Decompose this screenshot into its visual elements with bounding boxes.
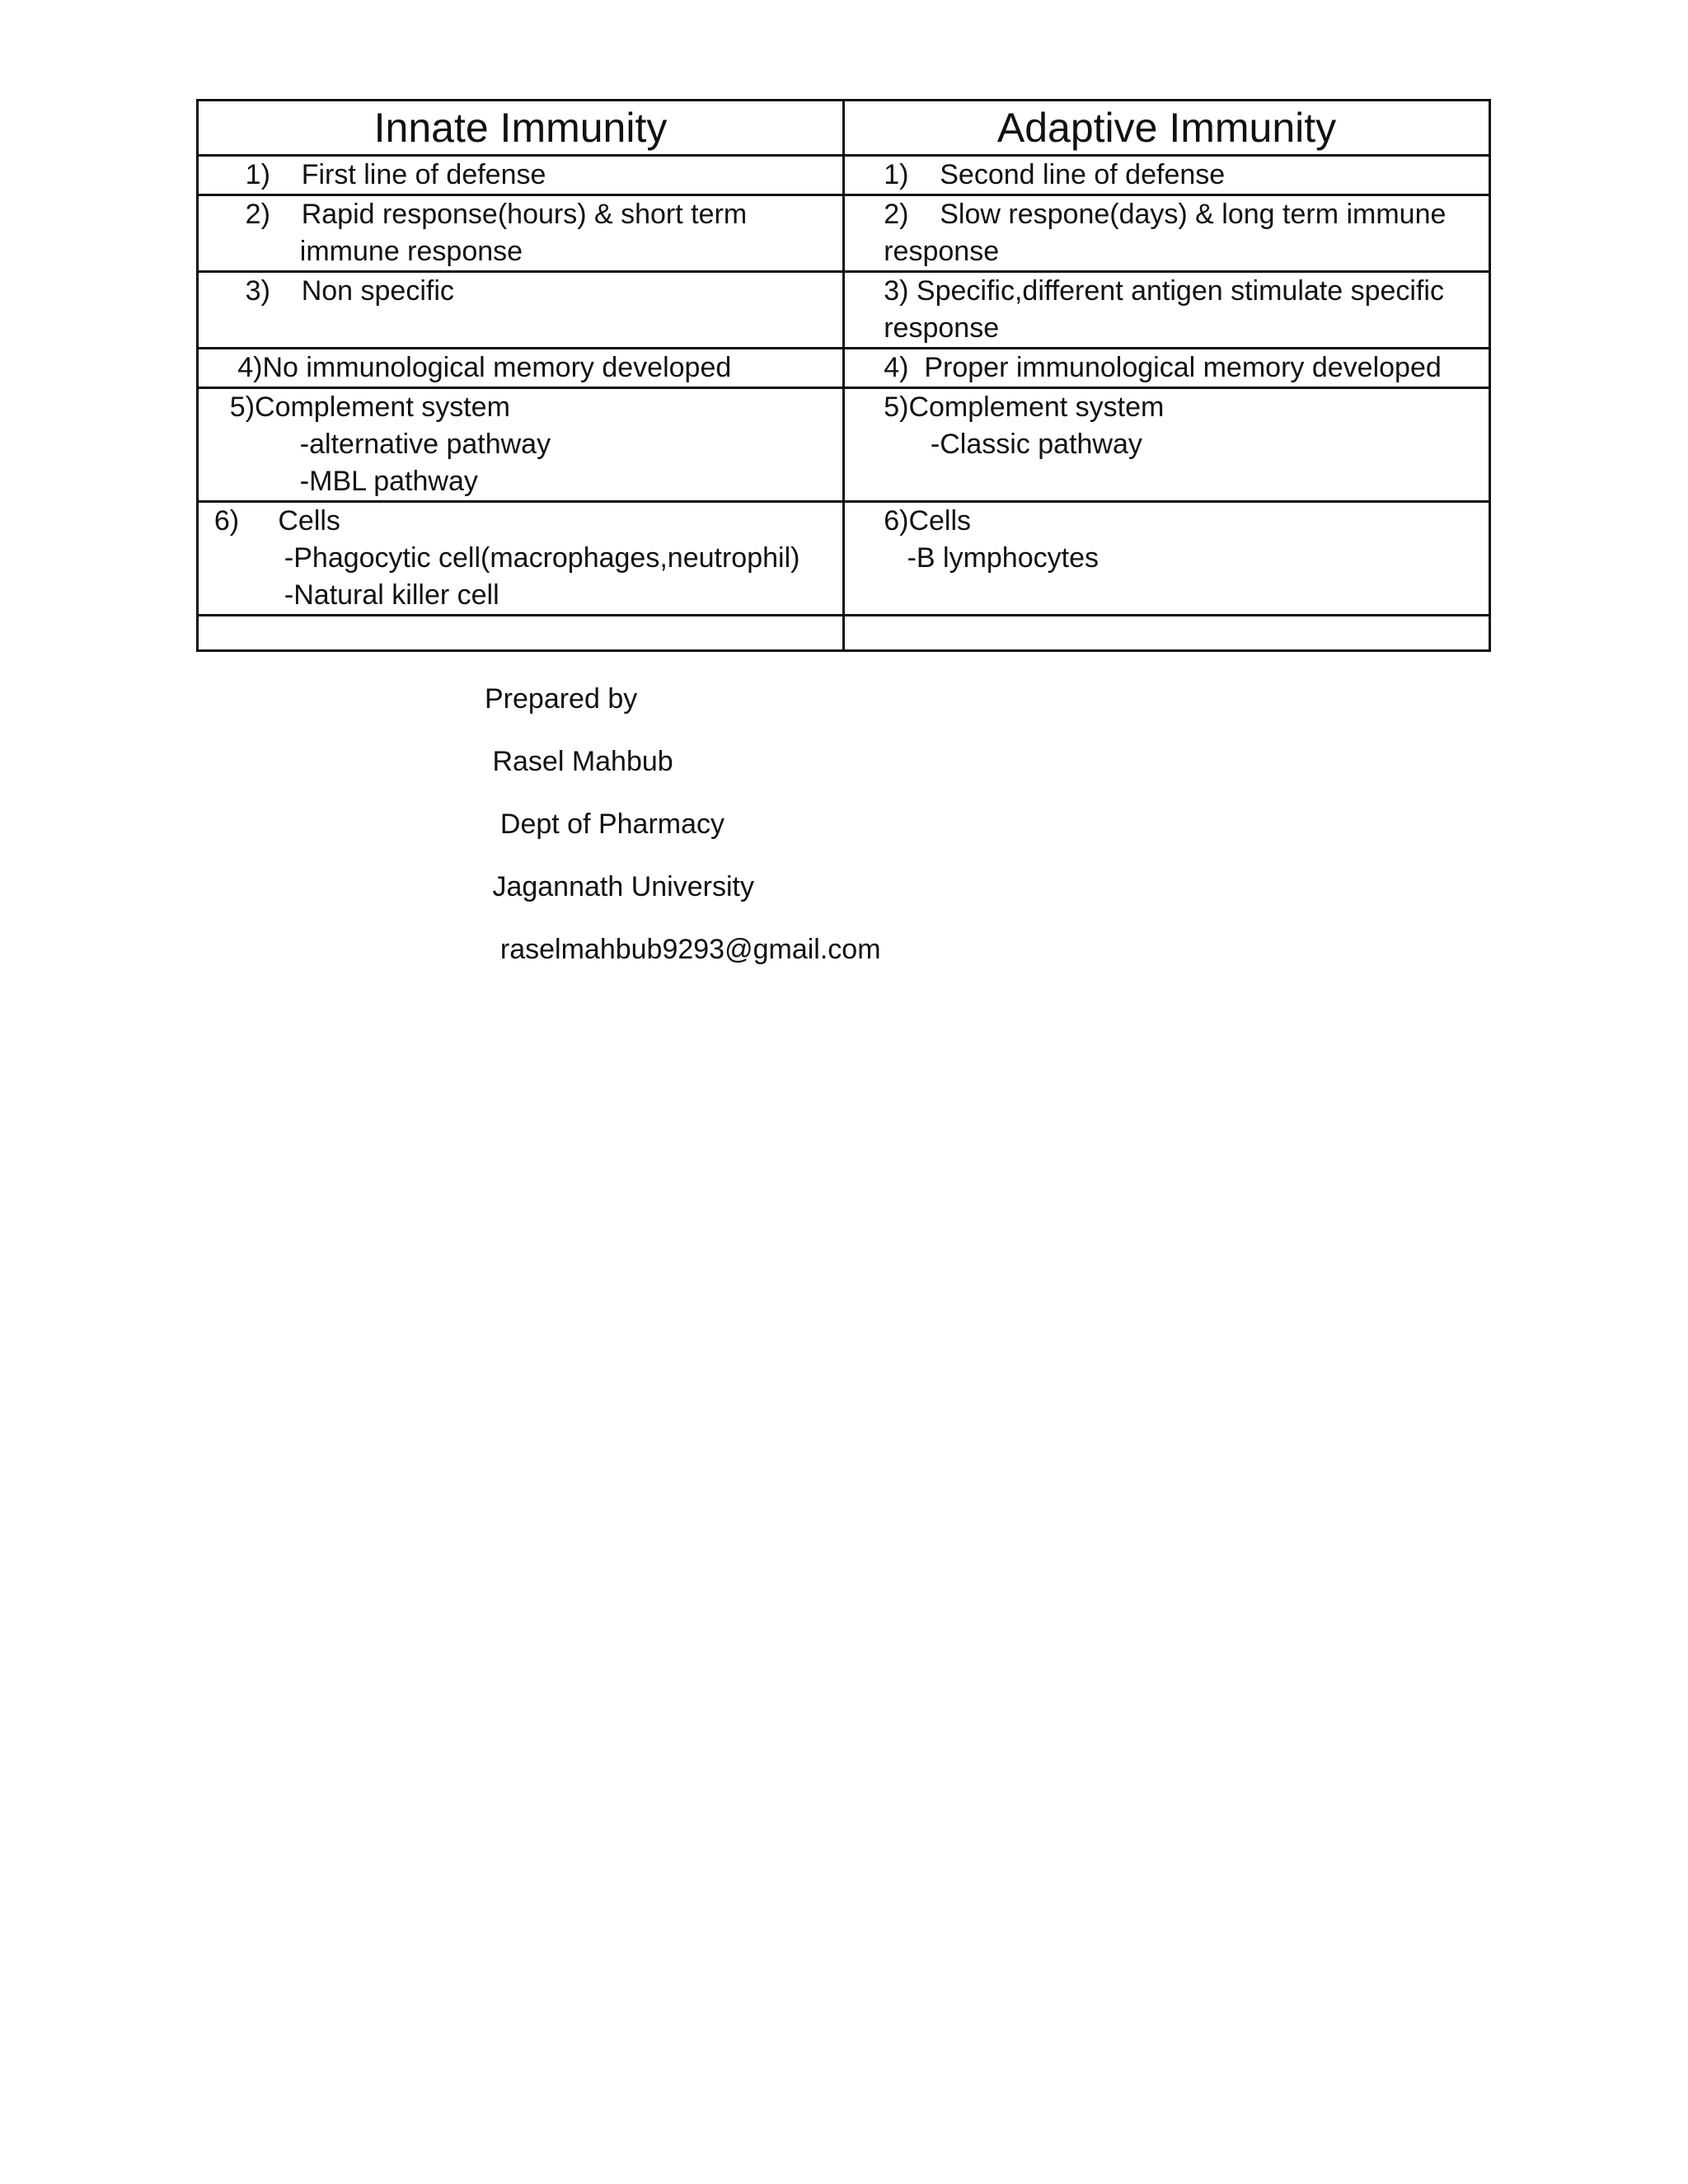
table-row-empty	[198, 616, 1490, 651]
cell-text: -Natural killer cell	[199, 579, 499, 611]
cell-text: -B lymphocytes	[845, 542, 1099, 574]
cell-text: immune response	[199, 236, 523, 267]
cell-text: -Classic pathway	[845, 429, 1142, 460]
cell-text: 2) Rapid response(hours) & short term	[199, 199, 748, 230]
cell-text: 6) Cells	[199, 505, 340, 537]
cell-text: response	[845, 312, 1000, 344]
cell-text: 5)Complement system	[199, 391, 510, 423]
cell-text: 1) First line of defense	[199, 159, 546, 190]
author-department: Dept of Pharmacy	[485, 808, 725, 840]
adaptive-cell	[844, 156, 1490, 195]
table-row	[198, 195, 1490, 272]
prepared-by-label: Prepared by	[485, 683, 638, 715]
adaptive-cell	[844, 349, 1490, 388]
cell-text: 6)Cells	[845, 505, 972, 537]
author-credits	[485, 681, 881, 994]
cell-text: -alternative pathway	[199, 429, 551, 460]
cell-text: -Phagocytic cell(macrophages,neutrophil)	[199, 542, 800, 574]
adaptive-cell	[844, 388, 1490, 502]
adaptive-cell	[844, 616, 1490, 651]
cell-text: 5)Complement system	[845, 391, 1165, 423]
adaptive-cell	[844, 272, 1490, 349]
cell-text: 2) Slow respone(days) & long term immune	[845, 199, 1447, 230]
innate-cell	[198, 502, 844, 616]
table-header-row	[198, 101, 1490, 156]
cell-text: 1) Second line of defense	[845, 159, 1226, 190]
cell-text: 3) Non specific	[199, 275, 454, 307]
innate-cell	[198, 195, 844, 272]
innate-cell	[198, 272, 844, 349]
header-adaptive: Adaptive Immunity	[844, 101, 1490, 156]
cell-text: 4) Proper immunological memory developed	[845, 352, 1442, 383]
cell-text: 4)No immunological memory developed	[199, 352, 732, 383]
table-row	[198, 502, 1490, 616]
innate-cell	[198, 156, 844, 195]
innate-cell	[198, 388, 844, 502]
cell-text: response	[845, 236, 1000, 267]
adaptive-cell	[844, 502, 1490, 616]
innate-cell	[198, 616, 844, 651]
innate-cell	[198, 349, 844, 388]
table-row	[198, 272, 1490, 349]
author-email: raselmahbub9293@gmail.com	[485, 934, 881, 965]
immunity-comparison-table	[196, 99, 1491, 652]
author-university: Jagannath University	[485, 871, 754, 902]
header-innate: Innate Immunity	[198, 101, 844, 156]
table-row	[198, 156, 1490, 195]
table-row	[198, 349, 1490, 388]
adaptive-cell	[844, 195, 1490, 272]
author-name: Rasel Mahbub	[485, 746, 673, 777]
cell-text: 3) Specific,different antigen stimulate specific	[845, 275, 1444, 307]
table-row	[198, 388, 1490, 502]
cell-text: -MBL pathway	[199, 466, 478, 497]
